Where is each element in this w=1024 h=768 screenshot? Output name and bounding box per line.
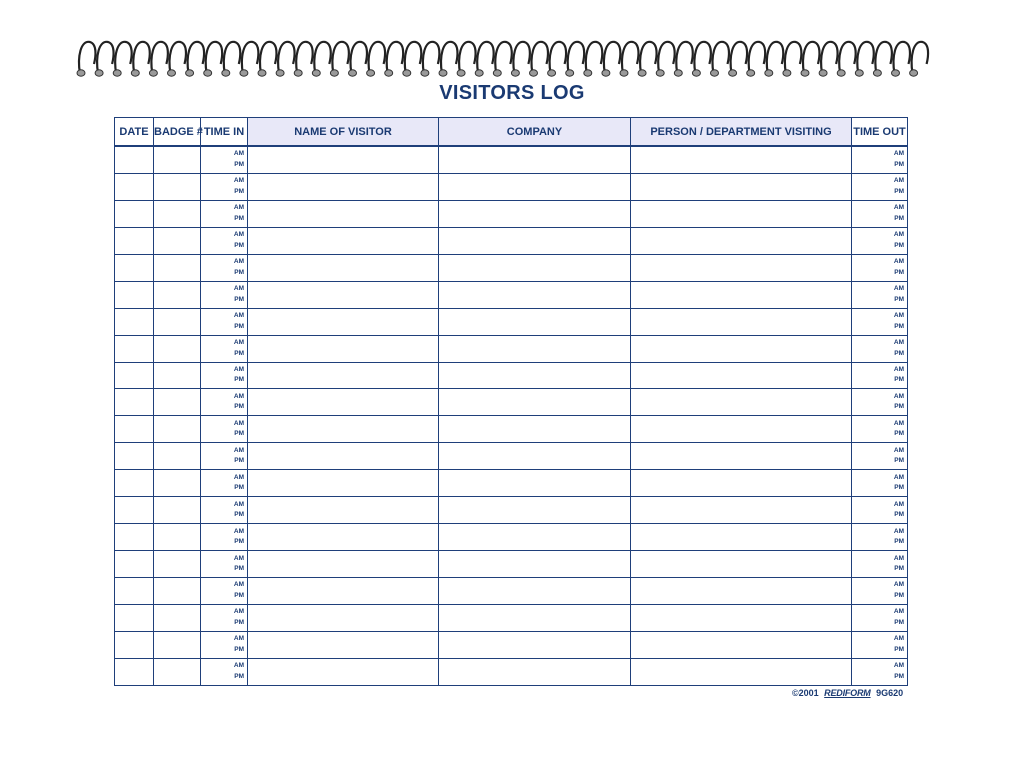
am-label: AM xyxy=(893,527,904,535)
am-label: AM xyxy=(893,150,904,158)
time-out-cell[interactable] xyxy=(852,443,908,470)
col-header-badge: BADGE # xyxy=(154,118,201,147)
person-visiting-cell[interactable] xyxy=(631,173,852,200)
pm-label: PM xyxy=(894,457,904,465)
pm-label: PM xyxy=(894,618,904,626)
date-cell[interactable] xyxy=(115,604,154,631)
time-out-cell[interactable] xyxy=(852,578,908,605)
time-in-cell[interactable] xyxy=(201,443,248,470)
person-visiting-cell[interactable] xyxy=(631,470,852,497)
pm-label: PM xyxy=(894,511,904,519)
visitor-name-cell[interactable] xyxy=(248,551,439,578)
time-in-cell[interactable] xyxy=(201,604,248,631)
time-in-cell[interactable] xyxy=(201,173,248,200)
date-cell[interactable] xyxy=(115,281,154,308)
pm-label: PM xyxy=(234,457,244,465)
am-label: AM xyxy=(233,231,244,239)
am-pm-marker xyxy=(201,659,247,685)
am-label: AM xyxy=(233,581,244,589)
am-label: AM xyxy=(233,662,244,670)
time-in-cell[interactable] xyxy=(201,308,248,335)
page-title: VISITORS LOG xyxy=(439,82,585,104)
pm-label: PM xyxy=(894,268,904,276)
time-out-cell[interactable] xyxy=(852,524,908,551)
badge-cell[interactable] xyxy=(154,443,201,470)
badge-cell[interactable] xyxy=(154,551,201,578)
pm-label: PM xyxy=(234,672,244,680)
person-visiting-cell[interactable] xyxy=(631,200,852,227)
pm-label: PM xyxy=(234,511,244,519)
am-pm-marker xyxy=(852,228,907,254)
am-pm-marker xyxy=(852,416,907,442)
table-row xyxy=(115,362,908,389)
time-out-cell[interactable] xyxy=(852,281,908,308)
am-label: AM xyxy=(233,527,244,535)
visitor-name-cell[interactable] xyxy=(248,227,439,254)
person-visiting-cell[interactable] xyxy=(631,443,852,470)
pm-label: PM xyxy=(894,430,904,438)
company-cell[interactable] xyxy=(439,254,631,281)
table-row xyxy=(115,227,908,254)
am-label: AM xyxy=(893,419,904,427)
badge-cell[interactable] xyxy=(154,146,201,173)
visitor-name-cell[interactable] xyxy=(248,173,439,200)
date-cell[interactable] xyxy=(115,443,154,470)
time-out-cell[interactable] xyxy=(852,389,908,416)
pm-label: PM xyxy=(234,349,244,357)
am-pm-marker xyxy=(201,551,247,577)
am-label: AM xyxy=(233,419,244,427)
person-visiting-cell[interactable] xyxy=(631,254,852,281)
am-label: AM xyxy=(233,365,244,373)
pm-label: PM xyxy=(894,538,904,546)
am-label: AM xyxy=(893,473,904,481)
date-cell[interactable] xyxy=(115,416,154,443)
badge-cell[interactable] xyxy=(154,281,201,308)
am-label: AM xyxy=(233,392,244,400)
am-label: AM xyxy=(893,339,904,347)
table-row xyxy=(115,658,908,685)
table-row xyxy=(115,497,908,524)
col-header-time-out: TIME OUT xyxy=(852,118,908,147)
table-row xyxy=(115,578,908,605)
col-header-company: COMPANY xyxy=(439,118,631,147)
visitors-log-table xyxy=(114,117,908,686)
pm-label: PM xyxy=(894,403,904,411)
am-label: AM xyxy=(233,204,244,212)
pm-label: PM xyxy=(894,645,904,653)
person-visiting-cell[interactable] xyxy=(631,362,852,389)
pm-label: PM xyxy=(234,160,244,168)
badge-cell[interactable] xyxy=(154,631,201,658)
badge-cell[interactable] xyxy=(154,416,201,443)
person-visiting-cell[interactable] xyxy=(631,227,852,254)
pm-label: PM xyxy=(234,430,244,438)
am-pm-marker xyxy=(852,470,907,496)
am-label: AM xyxy=(893,204,904,212)
am-pm-marker xyxy=(852,524,907,550)
time-out-cell[interactable] xyxy=(852,416,908,443)
am-pm-marker xyxy=(201,470,247,496)
am-pm-marker xyxy=(201,497,247,523)
badge-cell[interactable] xyxy=(154,173,201,200)
table-row xyxy=(115,443,908,470)
am-pm-marker xyxy=(201,524,247,550)
table-row xyxy=(115,470,908,497)
company-cell[interactable] xyxy=(439,470,631,497)
am-label: AM xyxy=(233,500,244,508)
company-cell[interactable] xyxy=(439,658,631,685)
badge-cell[interactable] xyxy=(154,335,201,362)
visitor-name-cell[interactable] xyxy=(248,658,439,685)
person-visiting-cell[interactable] xyxy=(631,631,852,658)
table-row xyxy=(115,551,908,578)
person-visiting-cell[interactable] xyxy=(631,578,852,605)
person-visiting-cell[interactable] xyxy=(631,146,852,173)
am-label: AM xyxy=(233,635,244,643)
am-label: AM xyxy=(893,635,904,643)
col-header-time-in: TIME IN xyxy=(201,118,248,147)
pm-label: PM xyxy=(234,214,244,222)
time-in-cell[interactable] xyxy=(201,227,248,254)
visitor-name-cell[interactable] xyxy=(248,604,439,631)
time-out-cell[interactable] xyxy=(852,227,908,254)
table-row xyxy=(115,308,908,335)
am-pm-marker xyxy=(852,551,907,577)
copyright-text: ©2001 xyxy=(792,688,819,698)
visitor-name-cell[interactable] xyxy=(248,443,439,470)
am-pm-marker xyxy=(201,147,247,173)
time-in-cell[interactable] xyxy=(201,551,248,578)
time-out-cell[interactable] xyxy=(852,254,908,281)
pm-label: PM xyxy=(234,484,244,492)
am-label: AM xyxy=(893,177,904,185)
am-label: AM xyxy=(893,608,904,616)
am-label: AM xyxy=(893,581,904,589)
am-pm-marker xyxy=(852,363,907,389)
visitor-name-cell[interactable] xyxy=(248,497,439,524)
time-in-cell[interactable] xyxy=(201,281,248,308)
col-header-name-of-visitor: NAME OF VISITOR xyxy=(248,118,439,147)
spiral-binding-icon xyxy=(0,0,1024,90)
header-row xyxy=(115,118,908,147)
company-cell[interactable] xyxy=(439,362,631,389)
pm-label: PM xyxy=(894,322,904,330)
time-in-cell[interactable] xyxy=(201,200,248,227)
company-cell[interactable] xyxy=(439,578,631,605)
am-pm-marker xyxy=(201,605,247,631)
am-pm-marker xyxy=(852,578,907,604)
pm-label: PM xyxy=(234,187,244,195)
visitor-name-cell[interactable] xyxy=(248,308,439,335)
date-cell[interactable] xyxy=(115,497,154,524)
company-cell[interactable] xyxy=(439,227,631,254)
date-cell[interactable] xyxy=(115,173,154,200)
time-out-cell[interactable] xyxy=(852,308,908,335)
company-cell[interactable] xyxy=(439,308,631,335)
col-header-person-department: PERSON / DEPARTMENT VISITING xyxy=(631,118,852,147)
am-pm-marker xyxy=(852,255,907,281)
person-visiting-cell[interactable] xyxy=(631,335,852,362)
table-row xyxy=(115,524,908,551)
person-visiting-cell[interactable] xyxy=(631,416,852,443)
date-cell[interactable] xyxy=(115,631,154,658)
table-row xyxy=(115,146,908,173)
table-row xyxy=(115,254,908,281)
pm-label: PM xyxy=(234,538,244,546)
visitor-name-cell[interactable] xyxy=(248,389,439,416)
time-out-cell[interactable] xyxy=(852,200,908,227)
time-out-cell[interactable] xyxy=(852,146,908,173)
badge-cell[interactable] xyxy=(154,200,201,227)
time-in-cell[interactable] xyxy=(201,416,248,443)
person-visiting-cell[interactable] xyxy=(631,497,852,524)
pm-label: PM xyxy=(234,376,244,384)
am-label: AM xyxy=(233,258,244,266)
am-pm-marker xyxy=(201,416,247,442)
am-label: AM xyxy=(893,312,904,320)
time-out-cell[interactable] xyxy=(852,551,908,578)
pm-label: PM xyxy=(234,322,244,330)
am-pm-marker xyxy=(852,443,907,469)
badge-cell[interactable] xyxy=(154,658,201,685)
pm-label: PM xyxy=(894,214,904,222)
pm-label: PM xyxy=(234,591,244,599)
badge-cell[interactable] xyxy=(154,604,201,631)
am-pm-marker xyxy=(201,336,247,362)
am-pm-marker xyxy=(201,389,247,415)
time-in-cell[interactable] xyxy=(201,524,248,551)
am-label: AM xyxy=(233,312,244,320)
brand-logo: REDIFORM xyxy=(824,688,871,698)
am-label: AM xyxy=(893,258,904,266)
am-pm-marker xyxy=(852,309,907,335)
company-cell[interactable] xyxy=(439,631,631,658)
pm-label: PM xyxy=(894,160,904,168)
time-out-cell[interactable] xyxy=(852,497,908,524)
pm-label: PM xyxy=(894,187,904,195)
form-code: 9G620 xyxy=(876,688,904,698)
am-pm-marker xyxy=(201,228,247,254)
time-out-cell[interactable] xyxy=(852,470,908,497)
time-out-cell[interactable] xyxy=(852,631,908,658)
company-cell[interactable] xyxy=(439,200,631,227)
time-in-cell[interactable] xyxy=(201,470,248,497)
am-pm-marker xyxy=(201,282,247,308)
date-cell[interactable] xyxy=(115,200,154,227)
am-label: AM xyxy=(233,473,244,481)
pm-label: PM xyxy=(894,591,904,599)
badge-cell[interactable] xyxy=(154,254,201,281)
badge-cell[interactable] xyxy=(154,470,201,497)
person-visiting-cell[interactable] xyxy=(631,604,852,631)
pm-label: PM xyxy=(234,618,244,626)
am-pm-marker xyxy=(852,389,907,415)
date-cell[interactable] xyxy=(115,551,154,578)
time-out-cell[interactable] xyxy=(852,658,908,685)
visitor-name-cell[interactable] xyxy=(248,146,439,173)
am-pm-marker xyxy=(201,255,247,281)
date-cell[interactable] xyxy=(115,658,154,685)
pm-label: PM xyxy=(894,376,904,384)
am-label: AM xyxy=(233,554,244,562)
time-in-cell[interactable] xyxy=(201,631,248,658)
visitor-name-cell[interactable] xyxy=(248,631,439,658)
time-in-cell[interactable] xyxy=(201,578,248,605)
am-label: AM xyxy=(233,150,244,158)
visitor-name-cell[interactable] xyxy=(248,416,439,443)
date-cell[interactable] xyxy=(115,146,154,173)
date-cell[interactable] xyxy=(115,362,154,389)
am-label: AM xyxy=(233,339,244,347)
table-row xyxy=(115,389,908,416)
date-cell[interactable] xyxy=(115,578,154,605)
table-row xyxy=(115,200,908,227)
company-cell[interactable] xyxy=(439,604,631,631)
col-header-date: DATE xyxy=(115,118,154,147)
am-label: AM xyxy=(233,608,244,616)
visitor-name-cell[interactable] xyxy=(248,254,439,281)
am-pm-marker xyxy=(201,632,247,658)
table-row xyxy=(115,281,908,308)
date-cell[interactable] xyxy=(115,470,154,497)
visitor-name-cell[interactable] xyxy=(248,281,439,308)
visitor-name-cell[interactable] xyxy=(248,524,439,551)
am-pm-marker xyxy=(201,363,247,389)
form-footer xyxy=(792,688,903,698)
company-cell[interactable] xyxy=(439,524,631,551)
time-in-cell[interactable] xyxy=(201,362,248,389)
time-in-cell[interactable] xyxy=(201,389,248,416)
am-pm-marker xyxy=(852,605,907,631)
date-cell[interactable] xyxy=(115,335,154,362)
am-pm-marker xyxy=(852,632,907,658)
badge-cell[interactable] xyxy=(154,227,201,254)
person-visiting-cell[interactable] xyxy=(631,308,852,335)
time-in-cell[interactable] xyxy=(201,146,248,173)
visitor-name-cell[interactable] xyxy=(248,578,439,605)
am-pm-marker xyxy=(852,659,907,685)
person-visiting-cell[interactable] xyxy=(631,658,852,685)
company-cell[interactable] xyxy=(439,416,631,443)
am-pm-marker xyxy=(852,201,907,227)
table-row xyxy=(115,416,908,443)
company-cell[interactable] xyxy=(439,551,631,578)
badge-cell[interactable] xyxy=(154,524,201,551)
time-out-cell[interactable] xyxy=(852,173,908,200)
pm-label: PM xyxy=(894,349,904,357)
date-cell[interactable] xyxy=(115,254,154,281)
visitor-name-cell[interactable] xyxy=(248,335,439,362)
am-label: AM xyxy=(893,500,904,508)
visitor-name-cell[interactable] xyxy=(248,470,439,497)
visitor-name-cell[interactable] xyxy=(248,362,439,389)
am-pm-marker xyxy=(201,443,247,469)
am-pm-marker xyxy=(852,336,907,362)
table-row xyxy=(115,604,908,631)
am-label: AM xyxy=(893,662,904,670)
am-label: AM xyxy=(893,231,904,239)
date-cell[interactable] xyxy=(115,308,154,335)
company-cell[interactable] xyxy=(439,497,631,524)
pm-label: PM xyxy=(894,241,904,249)
time-in-cell[interactable] xyxy=(201,254,248,281)
am-pm-marker xyxy=(852,497,907,523)
badge-cell[interactable] xyxy=(154,497,201,524)
company-cell[interactable] xyxy=(439,443,631,470)
date-cell[interactable] xyxy=(115,524,154,551)
am-pm-marker xyxy=(852,282,907,308)
company-cell[interactable] xyxy=(439,281,631,308)
am-pm-marker xyxy=(201,174,247,200)
am-label: AM xyxy=(233,285,244,293)
pm-label: PM xyxy=(234,268,244,276)
am-label: AM xyxy=(893,365,904,373)
date-cell[interactable] xyxy=(115,389,154,416)
date-cell[interactable] xyxy=(115,227,154,254)
visitor-name-cell[interactable] xyxy=(248,200,439,227)
pm-label: PM xyxy=(234,403,244,411)
badge-cell[interactable] xyxy=(154,308,201,335)
table-row xyxy=(115,631,908,658)
pm-label: PM xyxy=(894,484,904,492)
am-label: AM xyxy=(233,446,244,454)
time-out-cell[interactable] xyxy=(852,604,908,631)
pm-label: PM xyxy=(894,565,904,573)
pm-label: PM xyxy=(894,295,904,303)
time-out-cell[interactable] xyxy=(852,362,908,389)
am-label: AM xyxy=(893,554,904,562)
time-in-cell[interactable] xyxy=(201,497,248,524)
am-pm-marker xyxy=(201,201,247,227)
am-pm-marker xyxy=(201,309,247,335)
table-row xyxy=(115,173,908,200)
person-visiting-cell[interactable] xyxy=(631,551,852,578)
am-label: AM xyxy=(893,392,904,400)
am-label: AM xyxy=(233,177,244,185)
pm-label: PM xyxy=(894,672,904,680)
am-pm-marker xyxy=(852,147,907,173)
company-cell[interactable] xyxy=(439,146,631,173)
badge-cell[interactable] xyxy=(154,578,201,605)
company-cell[interactable] xyxy=(439,173,631,200)
time-in-cell[interactable] xyxy=(201,658,248,685)
badge-cell[interactable] xyxy=(154,362,201,389)
time-in-cell[interactable] xyxy=(201,335,248,362)
am-pm-marker xyxy=(852,174,907,200)
company-cell[interactable] xyxy=(439,335,631,362)
pm-label: PM xyxy=(234,565,244,573)
person-visiting-cell[interactable] xyxy=(631,524,852,551)
time-out-cell[interactable] xyxy=(852,335,908,362)
person-visiting-cell[interactable] xyxy=(631,281,852,308)
pm-label: PM xyxy=(234,241,244,249)
company-cell[interactable] xyxy=(439,389,631,416)
pm-label: PM xyxy=(234,645,244,653)
person-visiting-cell[interactable] xyxy=(631,389,852,416)
pm-label: PM xyxy=(234,295,244,303)
am-label: AM xyxy=(893,285,904,293)
am-label: AM xyxy=(893,446,904,454)
badge-cell[interactable] xyxy=(154,389,201,416)
table-row xyxy=(115,335,908,362)
am-pm-marker xyxy=(201,578,247,604)
